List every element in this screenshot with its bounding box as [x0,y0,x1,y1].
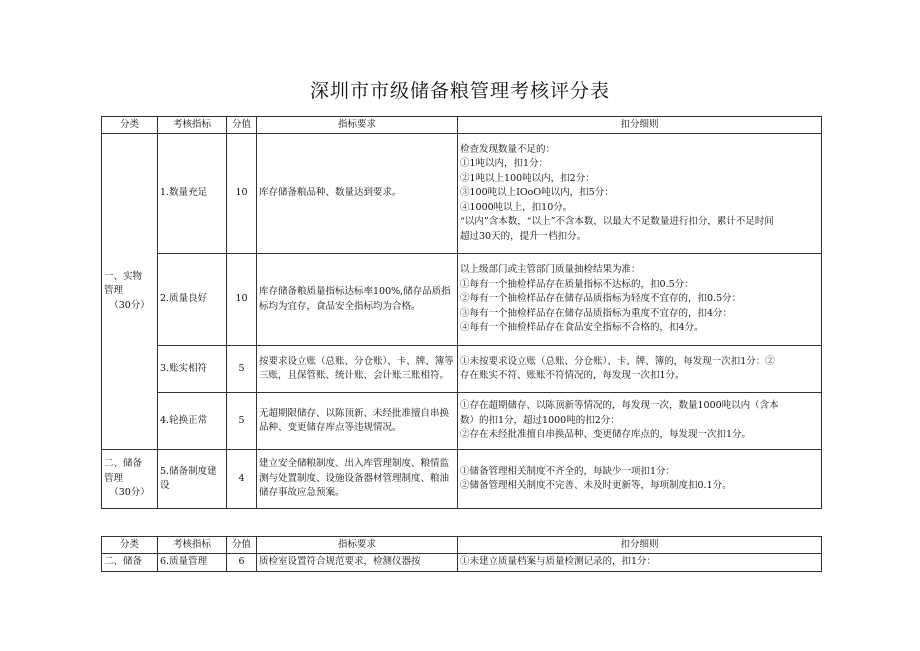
deduction-line: ①1吨以内，扣1分： [460,158,549,170]
header-category: 分类 [102,537,158,554]
category-points: （30分） [109,299,150,311]
table-row [102,346,822,393]
header-requirement: 指标要求 [257,537,458,554]
table-row [102,254,822,346]
requirement-cell: 库存储备粮品种、数量达到要求。 [257,134,458,254]
score-cell: 10 [227,134,257,254]
score-cell: 5 [227,346,257,393]
requirement-cell: 质检室设置符合规范要求，检测仪器按 [257,554,458,572]
header-deduction: 扣分细则 [458,117,822,134]
scoring-table-continued [101,536,822,572]
category-cell [102,134,158,450]
table-row [102,134,822,254]
deduction-line: ②储备管理相关制度不完善、未及时更新等，每项制度扣0.1分。 [460,480,732,491]
deduction-line: ②1吨以上100吨以内，扣2分： [460,172,595,184]
deduction-line: “以内”含本数，“以上”不含本数，以最大不足数量进行扣分，累计不足时间 [460,216,774,228]
header-score: 分值 [227,537,257,554]
deduction-line: 数）的扣1分，超过1000吨的扣2分： [460,414,620,426]
header-deduction: 扣分细则 [458,537,822,554]
table-row [102,393,822,450]
deduction-line: 超过30天的，提升一档扣分。 [460,230,587,242]
requirement-cell: 按要求设立账（总账、分仓账）、卡、牌、簿等三账，且保管账、统计账、会计账三账相符。 [257,346,458,393]
deduction-line: ③100吨以上IOoO吨以内，扣5分： [460,187,614,199]
category-points: （30分） [109,487,150,499]
deduction-line: 检查发现数量不足的： [460,143,556,155]
category-name: 二、储备 [104,458,143,470]
indicator-cell: 6.质量管理 [158,554,227,572]
category-name: 管理 [104,472,124,484]
header-indicator: 考核指标 [158,117,227,134]
category-cell: 二、储备 [102,554,158,572]
deduction-line: ①储备管理相关制度不齐全的，每缺少一项扣1分： [460,465,676,477]
header-indicator: 考核指标 [158,537,227,554]
deduction-line: ②每有一个抽检样品存在储存品质指标为轻度不宜存的，扣0.5分： [460,293,742,305]
score-cell: 6 [227,554,257,572]
page-title: 深圳市市级储备粮管理考核评分表 [309,80,610,102]
deduction-cell [458,450,822,509]
table-header-row [102,537,822,554]
category-name: 一、实物 [104,270,143,282]
indicator-cell: 2.质量良好 [158,254,227,346]
score-cell: 4 [227,450,257,509]
deduction-line: ②存在未经批准擅自串换品种、变更储存库点的，每发现一次扣1分。 [460,429,752,441]
header-requirement: 指标要求 [257,117,458,134]
requirement-cell: 建立安全储粮制度、出入库管理制度、粮情监测与处置制度、设施设备器材管理制度、粮油储存事故应急预案。 [257,450,458,509]
scoring-table [101,116,822,509]
header-category: 分类 [102,117,158,134]
requirement-cell: 库存储备粮质量指标达标率100%,储存品质指标均为宜存，食品安全指标均为合格。 [257,254,458,346]
deduction-line: ③每有一个抽检样品存在储存品质指标为重度不宜存的，扣4分： [460,307,733,319]
table-row [102,450,822,509]
deduction-line: 以上级部门或主管部门质量抽检结果为准： [460,264,641,276]
deduction-line: ①每有一个抽检样品存在质量指标不达标的，扣0.5分： [460,278,694,290]
table-row [102,554,822,572]
score-cell: 5 [227,393,257,450]
category-name: 管理 [104,285,124,297]
score-cell: 10 [227,254,257,346]
requirement-cell: 无超期限储存、以陈顶新、未经批准擅自串换品种、变更储存库点等违规情况。 [257,393,458,450]
deduction-line: ①未按要求设立账（总账、分仓账）、卡、牌、簿的，每发现一次扣1分：② [460,355,775,367]
deduction-line: ④每有一个抽检样品存在食品安全指标不合格的，扣4分。 [460,322,704,334]
indicator-cell: 3.账实相符 [158,346,227,393]
deduction-line: 存在账实不符、账账不符情况的，每发现一次扣1分。 [460,370,685,381]
deduction-cell [458,254,822,346]
indicator-cell: 4.轮换正常 [158,393,227,450]
header-score: 分值 [227,117,257,134]
indicator-cell: 5.储备制度建设 [158,450,227,509]
deduction-cell: ①未建立质量档案与质量检测记录的，扣1分： [458,554,822,572]
category-cell [102,450,158,509]
deduction-line: ④1000吨以上，扣10分。 [460,201,573,213]
deduction-cell [458,393,822,450]
deduction-cell [458,346,822,393]
deduction-cell [458,134,822,254]
deduction-line: ①存在超期储存、以陈顶新等情况的，每发现一次，数量1000吨以内（含本 [460,400,779,412]
indicator-cell: 1.数量充足 [158,134,227,254]
table-header-row [102,117,822,134]
